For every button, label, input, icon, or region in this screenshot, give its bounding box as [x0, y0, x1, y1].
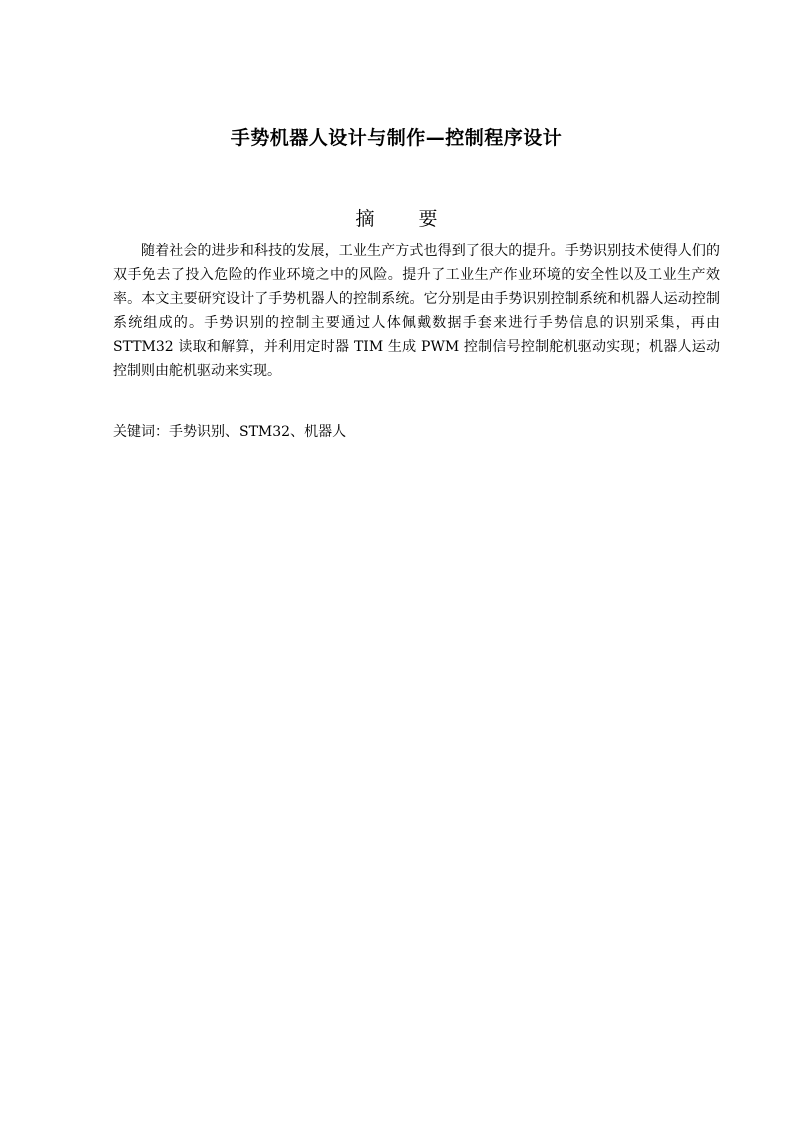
keywords-line: 关键词：手势识别、STM32、机器人: [113, 424, 347, 440]
document-title: 手势机器人设计与制作—控制程序设计: [230, 127, 563, 149]
abstract-heading: [0, 205, 793, 233]
abstract-paragraph: 随着社会的进步和科技的发展，工业生产方式也得到了很大的提升。手势识别技术使得人们的双手免去了投入危险的作业环境之中的风险。提升了工业生产作业环境的安全性以及工业生产效率。本文主要研究设计了手势机器人的控制系统。它分别是由手势识别控制系统和机器人运动控制系统组成的。手势识别的控制主要通过人体佩戴数据手套来进行手势信息的识别采集，再由 STTM32 读取和解算，并利用定时器 TIM 生成 PWM 控制信号控制舵机驱动实现；机器人运动控制则由舵机驱动来实现。: [113, 243, 720, 379]
abstract-heading-first-char: 摘: [355, 208, 375, 230]
abstract-heading-second-char: 要: [418, 208, 438, 230]
